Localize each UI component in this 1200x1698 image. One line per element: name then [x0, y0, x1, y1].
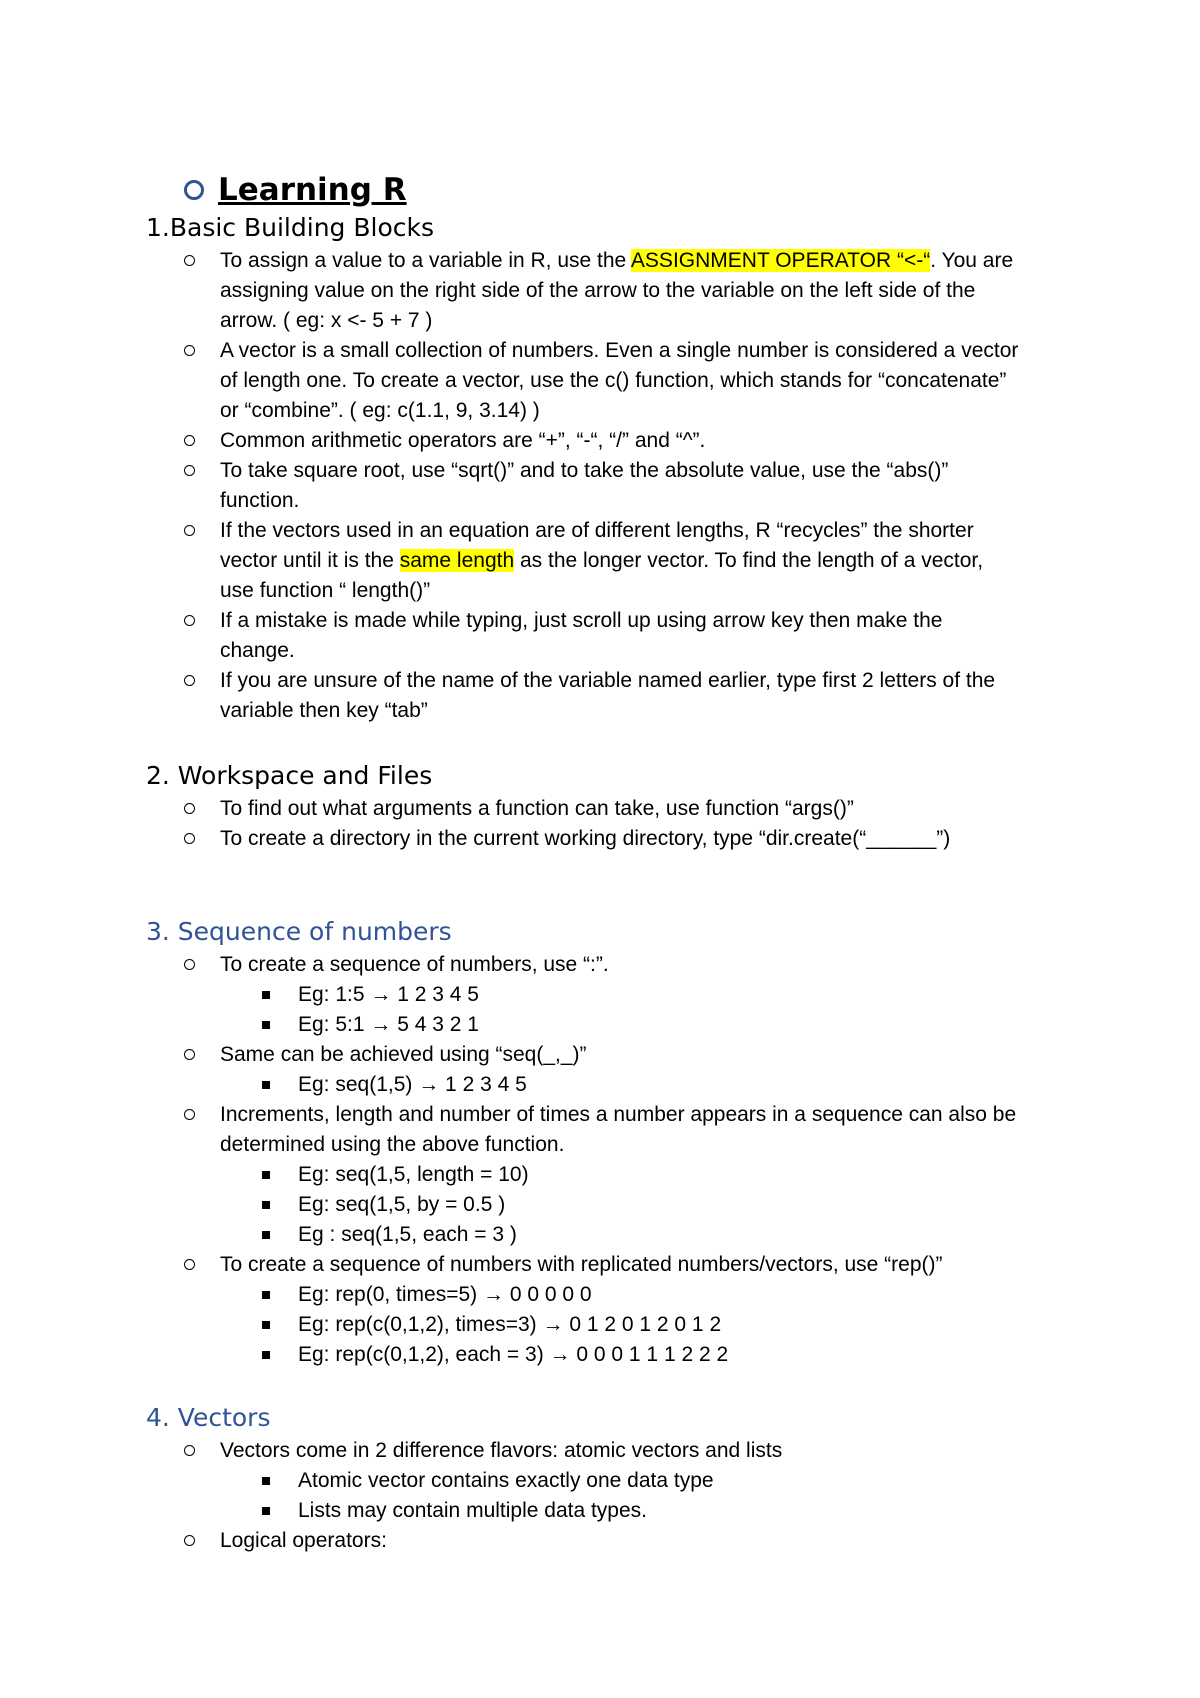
hollow-circle-bullet-icon	[184, 1109, 195, 1120]
document-title: Learning R	[218, 172, 407, 208]
section-heading-vectors: 4. Vectors	[146, 1403, 271, 1432]
highlighted-text: ASSIGNMENT OPERATOR “<-“	[630, 249, 931, 272]
square-bullet-icon	[262, 1231, 270, 1239]
hollow-circle-bullet-icon	[184, 1445, 195, 1456]
hollow-circle-bullet-icon	[184, 833, 195, 844]
highlighted-text: same length	[399, 549, 515, 572]
hollow-circle-bullet-icon	[184, 803, 195, 814]
square-bullet-icon	[262, 1021, 270, 1029]
hollow-circle-bullet-icon	[184, 435, 195, 446]
section-heading-workspace-and-files: 2. Workspace and Files	[146, 761, 433, 790]
hollow-circle-bullet-icon	[182, 178, 206, 202]
hollow-circle-bullet-icon	[184, 615, 195, 626]
square-bullet-icon	[262, 1321, 270, 1329]
hollow-circle-bullet-icon	[184, 675, 195, 686]
square-bullet-icon	[262, 1081, 270, 1089]
square-bullet-icon	[262, 991, 270, 999]
hollow-circle-bullet-icon	[184, 465, 195, 476]
hollow-circle-bullet-icon	[184, 1049, 195, 1060]
square-bullet-icon	[262, 1477, 270, 1485]
section-heading-basic-building-blocks: 1.Basic Building Blocks	[146, 213, 434, 242]
square-bullet-icon	[262, 1171, 270, 1179]
section-heading-sequence-of-numbers: 3. Sequence of numbers	[146, 917, 452, 946]
square-bullet-icon	[262, 1201, 270, 1209]
hollow-circle-bullet-icon	[184, 1259, 195, 1270]
document-page: Learning R 1.Basic Building Blocks To assign a value to a variable in R, use the ASSIGNMENT OPERATOR “<-“. You are assigning value on the right side of the arrow to the variable on the left side of the arrow. ( eg: x <- 5 + 7 ) A vector is a small collection of numbers. Even a single number is considered a vector of length one. To create a vector, use the c() function, which stands for “concatenate” or “combine”. ( eg: c(1.1, 9, 3.14) ) Common arithmetic operators are “+”, “-“, “/” and “^”. To take square root, use “sqrt()” and to take the absolute value, use the “abs()” function. If the vectors used in an equation are of different lengths, R “recycles” the shorter vector until it is the same length as the longer vector. To find the length of a vector, use function “ length()” If a mistake is made while typing, just scroll up using arrow key then make the change. If you are unsure of the name of the variable named earlier, type first 2 letters of the variable then key “tab” 2. Workspace and Files To find out what arguments a function can take, use function “args()” To create a directory in the current working directory, type “dir.create(“______”) 3. Sequence of numbers To create a sequence of numbers, use “:”. Eg: 1:5 → 1 2 3 4 5 Eg: 5:1 → 5 4 3 2 1 Same can be achieved using “seq(_,_)” Eg: seq(1,5) → 1 2 3 4 5 Increments, length and number of times a number appears in a sequence can also be determined using the above function. Eg: seq(1,5, length = 10) Eg: seq(1,5, by = 0.5 ) Eg : seq(1,5, each = 3 ) To create a sequence of numbers with replicated numbers/vectors, use “rep()” Eg: rep(0, times=5) → 0 0 0 0 0 Eg: rep(c(0,1,2), times=3) → 0 1 2 0 1 2 0 1 2 Eg: rep(c(0,1,2), each = 3) → 0 0 0 1 1 1 2 2 2 4. Vectors Vectors come in 2 difference flavors: atomic vectors and lists Atomic vector contains exactly one data type Lists may contain multiple data types. Logical operators:	[146, 172, 1019, 1552]
hollow-circle-bullet-icon	[184, 959, 195, 970]
square-bullet-icon	[262, 1351, 270, 1359]
hollow-circle-bullet-icon	[184, 345, 195, 356]
square-bullet-icon	[262, 1291, 270, 1299]
hollow-circle-bullet-icon	[184, 1535, 195, 1546]
square-bullet-icon	[262, 1507, 270, 1515]
hollow-circle-bullet-icon	[184, 255, 195, 266]
hollow-circle-bullet-icon	[184, 525, 195, 536]
